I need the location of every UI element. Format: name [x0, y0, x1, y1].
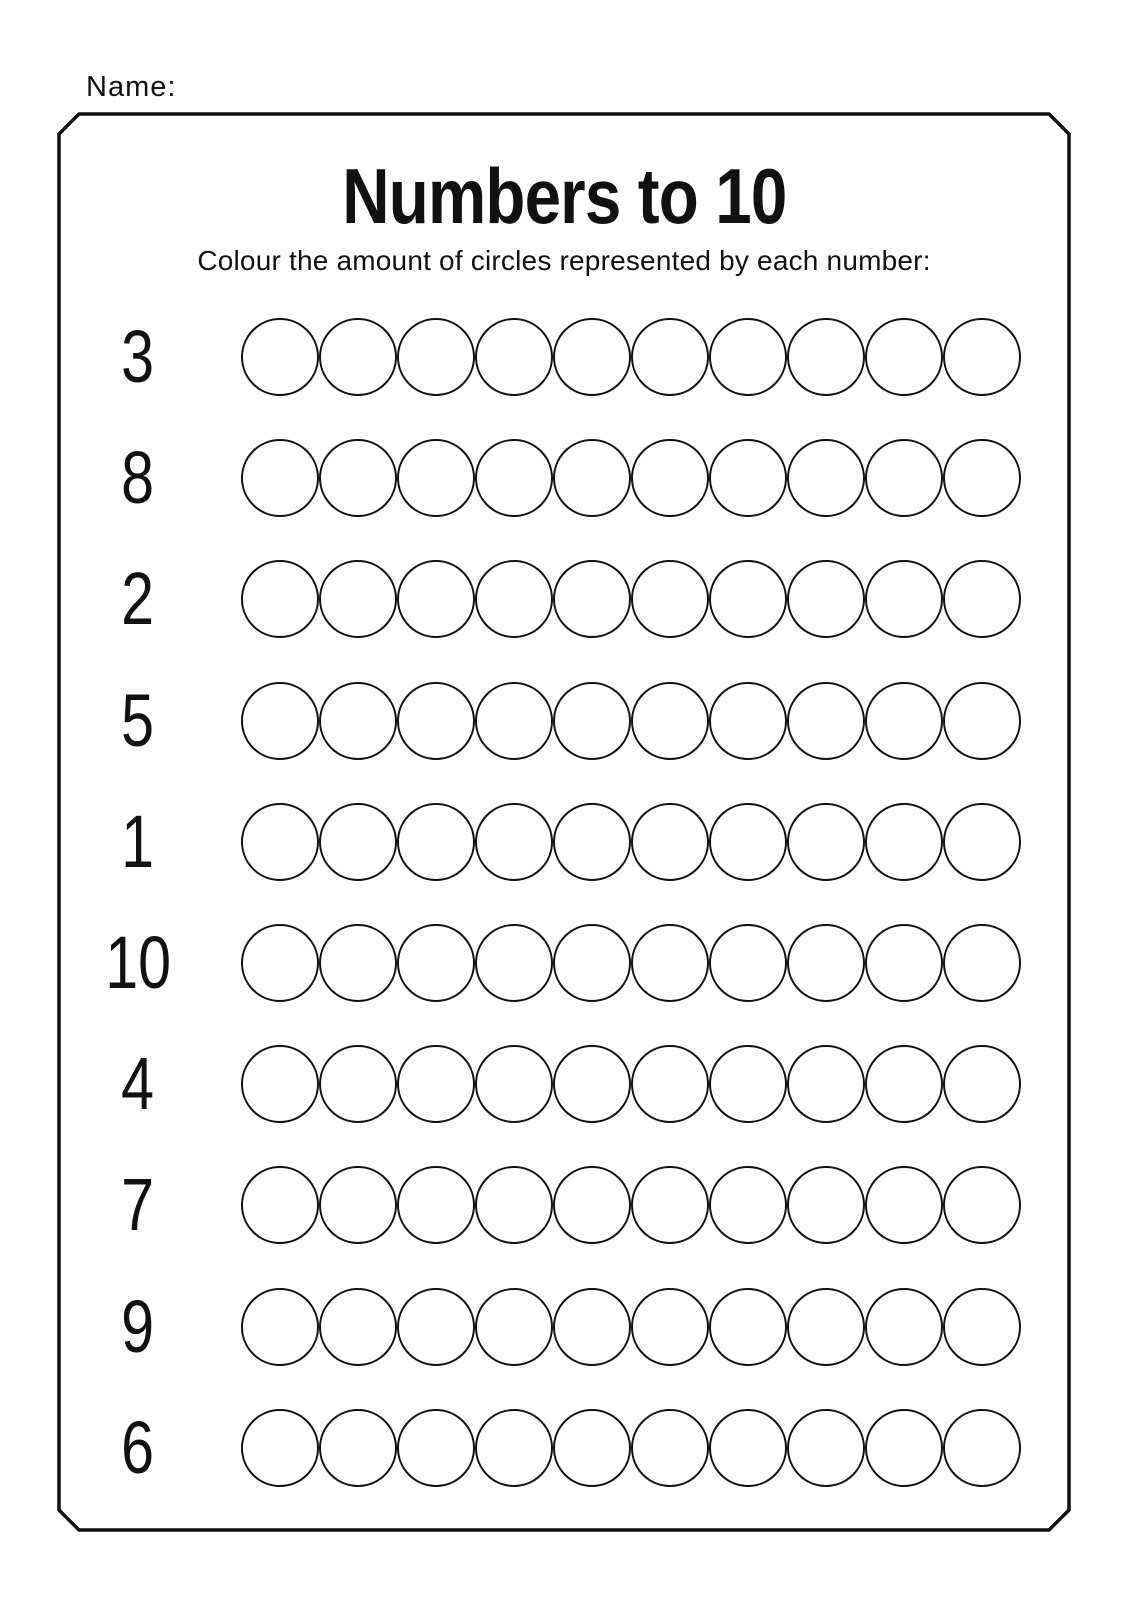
count-circle[interactable]: [943, 682, 1021, 760]
circle-strip: [241, 1288, 1021, 1366]
worksheet-row: [0, 551, 1131, 647]
count-circle[interactable]: [631, 439, 709, 517]
row-number-text: 4: [121, 1042, 155, 1126]
count-circle[interactable]: [787, 1166, 865, 1244]
count-circle[interactable]: [631, 924, 709, 1002]
count-circle[interactable]: [397, 803, 475, 881]
worksheet-row: [0, 1279, 1131, 1375]
count-circle[interactable]: [943, 1045, 1021, 1123]
count-circle[interactable]: [397, 682, 475, 760]
count-circle[interactable]: [631, 682, 709, 760]
circle-strip: [241, 1166, 1021, 1244]
count-circle[interactable]: [241, 318, 319, 396]
circle-strip: [241, 1045, 1021, 1123]
count-circle[interactable]: [709, 560, 787, 638]
worksheet-row: [0, 794, 1131, 890]
count-circle[interactable]: [709, 1409, 787, 1487]
worksheet-row: [0, 309, 1131, 405]
count-circle[interactable]: [865, 803, 943, 881]
count-circle[interactable]: [319, 1409, 397, 1487]
row-number-text: 9: [121, 1284, 155, 1368]
count-circle[interactable]: [475, 1409, 553, 1487]
circle-strip: [241, 318, 1021, 396]
worksheet-row: [0, 915, 1131, 1011]
count-circle[interactable]: [865, 924, 943, 1002]
count-circle[interactable]: [397, 439, 475, 517]
circle-strip: [241, 803, 1021, 881]
row-number-text: 5: [121, 678, 155, 762]
worksheet-row: [0, 1036, 1131, 1132]
row-number-label: [58, 1400, 218, 1496]
count-circle[interactable]: [787, 924, 865, 1002]
count-circle[interactable]: [475, 803, 553, 881]
count-circle[interactable]: [709, 1045, 787, 1123]
count-circle[interactable]: [319, 318, 397, 396]
row-number-label: [58, 1279, 218, 1375]
worksheet-row: [0, 430, 1131, 526]
count-circle[interactable]: [553, 1166, 631, 1244]
count-circle[interactable]: [787, 439, 865, 517]
count-circle[interactable]: [397, 1288, 475, 1366]
count-circle[interactable]: [475, 560, 553, 638]
count-circle[interactable]: [709, 803, 787, 881]
count-circle[interactable]: [943, 1409, 1021, 1487]
worksheet-row: [0, 1400, 1131, 1496]
count-circle[interactable]: [709, 439, 787, 517]
count-circle[interactable]: [397, 318, 475, 396]
page-title: [59, 152, 1069, 240]
row-number-text: 6: [121, 1405, 155, 1489]
count-circle[interactable]: [475, 924, 553, 1002]
circle-strip: [241, 1409, 1021, 1487]
circle-strip: [241, 560, 1021, 638]
count-circle[interactable]: [319, 803, 397, 881]
row-number-text: 1: [121, 799, 155, 883]
row-number-label: [58, 915, 218, 1011]
count-circle[interactable]: [319, 560, 397, 638]
count-circle[interactable]: [709, 1166, 787, 1244]
count-circle[interactable]: [631, 1288, 709, 1366]
count-circle[interactable]: [787, 803, 865, 881]
row-number-label: [58, 309, 218, 405]
row-number-text: 8: [121, 436, 155, 520]
row-number-label: [58, 1036, 218, 1132]
count-circle[interactable]: [397, 1166, 475, 1244]
count-circle[interactable]: [631, 560, 709, 638]
row-number-label: [58, 1157, 218, 1253]
circle-strip: [241, 439, 1021, 517]
count-circle[interactable]: [787, 318, 865, 396]
count-circle[interactable]: [553, 682, 631, 760]
count-circle[interactable]: [553, 1045, 631, 1123]
count-circle[interactable]: [709, 1288, 787, 1366]
count-circle[interactable]: [319, 682, 397, 760]
count-circle[interactable]: [241, 1288, 319, 1366]
count-circle[interactable]: [943, 803, 1021, 881]
circle-strip: [241, 682, 1021, 760]
count-circle[interactable]: [631, 803, 709, 881]
count-circle[interactable]: [709, 682, 787, 760]
count-circle[interactable]: [241, 682, 319, 760]
count-circle[interactable]: [865, 682, 943, 760]
count-circle[interactable]: [475, 318, 553, 396]
count-circle[interactable]: [943, 439, 1021, 517]
count-circle[interactable]: [241, 803, 319, 881]
row-number-label: [58, 794, 218, 890]
count-circle[interactable]: [475, 1045, 553, 1123]
count-circle[interactable]: [787, 560, 865, 638]
count-circle[interactable]: [553, 924, 631, 1002]
count-circle[interactable]: [631, 1409, 709, 1487]
count-circle[interactable]: [631, 1166, 709, 1244]
count-circle[interactable]: [631, 318, 709, 396]
count-circle[interactable]: [241, 1045, 319, 1123]
count-circle[interactable]: [241, 924, 319, 1002]
row-number-label: [58, 430, 218, 526]
count-circle[interactable]: [787, 1288, 865, 1366]
worksheet-row: [0, 1157, 1131, 1253]
count-circle[interactable]: [475, 1166, 553, 1244]
count-circle[interactable]: [553, 1409, 631, 1487]
worksheet-row: [0, 673, 1131, 769]
count-circle[interactable]: [865, 318, 943, 396]
row-number-text: 2: [121, 557, 155, 641]
count-circle[interactable]: [397, 924, 475, 1002]
count-circle[interactable]: [319, 1045, 397, 1123]
count-circle[interactable]: [397, 560, 475, 638]
row-number-text: 3: [121, 315, 155, 398]
count-circle[interactable]: [553, 560, 631, 638]
count-circle[interactable]: [319, 924, 397, 1002]
count-circle[interactable]: [709, 924, 787, 1002]
row-number-label: [58, 673, 218, 769]
count-circle[interactable]: [709, 318, 787, 396]
count-circle[interactable]: [319, 439, 397, 517]
count-circle[interactable]: [397, 1045, 475, 1123]
count-circle[interactable]: [943, 318, 1021, 396]
count-circle[interactable]: [553, 803, 631, 881]
circle-strip: [241, 924, 1021, 1002]
count-circle[interactable]: [241, 1166, 319, 1244]
count-circle[interactable]: [475, 439, 553, 517]
count-circle[interactable]: [943, 924, 1021, 1002]
count-circle[interactable]: [241, 560, 319, 638]
count-circle[interactable]: [865, 1288, 943, 1366]
count-circle[interactable]: [865, 560, 943, 638]
count-circle[interactable]: [865, 439, 943, 517]
row-number-label: [58, 551, 218, 647]
count-circle[interactable]: [241, 1409, 319, 1487]
count-circle[interactable]: [943, 560, 1021, 638]
count-circle[interactable]: [943, 1288, 1021, 1366]
instructions-text: Colour the amount of circles represented by each number:: [197, 245, 931, 276]
row-number-text: 10: [105, 921, 171, 1004]
count-circle[interactable]: [865, 1045, 943, 1123]
count-circle[interactable]: [241, 439, 319, 517]
count-circle[interactable]: [319, 1166, 397, 1244]
page-title-text: Numbers to 10: [341, 152, 787, 240]
count-circle[interactable]: [475, 682, 553, 760]
count-circle[interactable]: [787, 1045, 865, 1123]
count-circle[interactable]: [865, 1166, 943, 1244]
count-circle[interactable]: [631, 1045, 709, 1123]
count-circle[interactable]: [787, 682, 865, 760]
count-circle[interactable]: [319, 1288, 397, 1366]
count-circle[interactable]: [943, 1166, 1021, 1244]
row-number-text: 7: [121, 1163, 155, 1247]
count-circle[interactable]: [397, 1409, 475, 1487]
count-circle[interactable]: [865, 1409, 943, 1487]
count-circle[interactable]: [553, 1288, 631, 1366]
count-circle[interactable]: [553, 318, 631, 396]
name-label: Name:: [86, 71, 177, 103]
count-circle[interactable]: [553, 439, 631, 517]
count-circle[interactable]: [475, 1288, 553, 1366]
count-circle[interactable]: [787, 1409, 865, 1487]
